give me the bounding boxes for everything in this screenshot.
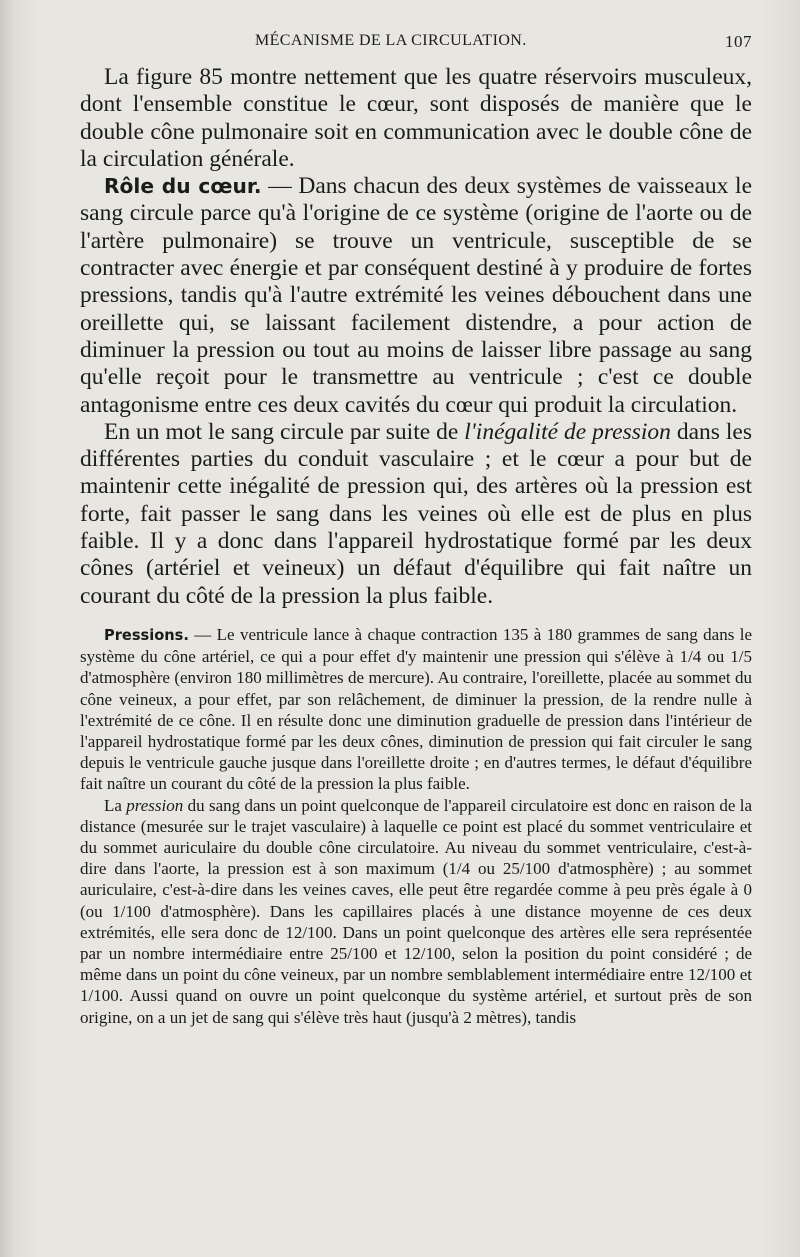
paragraph-text: — Le ventricule lance à chaque contraction 135 à 180 grammes de sang dans le système du cône artériel, ce qui a pour effet d'y maintenir une pression qui s'élève à 1/4 ou 1/5 d'atmosphère (environ 180 millimètres de mercure). Au contraire, l'oreillette, placée au sommet du cône veineux, a pour effet, par son relâchement, de diminuer la pression, de la rendre nulle à l'extrémité de ce cône. Il en résulte donc une diminution graduelle de pression dans l'intérieur de l'appareil hydrostatique formé par les deux cônes, diminution de pression qui fait circuler le sang depuis le ventricule gauche jusque dans l'oreillette droite ; en d'autres termes, le défaut d'équilibre fait naître un courant du côté de la pression la plus faible. [80, 624, 752, 794]
paragraph-text: dans les différentes parties du conduit vasculaire ; et le cœur a pour but de maintenir cette inégalité de pression qui, des artères où la pression est forte, fait passer le sang dans les veines où elle est de plus en plus faible. Il y a donc dans l'appareil hydrostatique formé par les deux cônes (artériel et veineux) un défaut d'équilibre qui fait naître un courant du côté de la pression la plus faible. [80, 418, 752, 609]
paragraph-text: du sang dans un point quelconque de l'appareil circulatoire est donc en raison de la distance (mesurée sur le trajet vasculaire) à laquelle ce point est placé du sommet ventriculaire et du sommet auriculaire du double cône circulatoire. Au niveau du sommet ventriculaire, c'est-à-dire dans l'aorte, la pression est à son maximum (1/4 ou 25/100 d'atmosphère) ; au sommet auriculaire, c'est-à-dire dans les veines caves, elle peut être regardée comme à peu près égale à 0 (ou 1/100 d'atmosphère). Dans les capillaires placés à une distance moyenne de ces deux extrémités, elle sera donc de 12/100. Dans un point quelconque des artères elle sera représentée par un nombre intermédiaire entre 25/100 et 12/100, selon la position du point considéré ; de même dans un point du cône veineux, par un nombre semblablement intermédiaire entre 12/100 et 1/100. Aussi quand on ouvre un point quelconque du système artériel, et surtout près de son origine, on a un jet de sang qui s'élève très haut (jusqu'à 2 mètres), tandis [80, 795, 752, 1027]
paragraph-figure-85 [80, 64, 752, 173]
paragraph-pression-du-sang [80, 795, 752, 1028]
page-number: 107 [725, 32, 752, 51]
page-header [80, 32, 752, 56]
section-heading-role-du-coeur: Rôle du cœur. [104, 174, 262, 199]
main-text [80, 64, 752, 610]
emphasis-pression: pression [126, 795, 184, 815]
paragraph-text: La figure 85 montre nettement que les quatre réservoirs musculeux, dont l'ensemble constitue le cœur, sont disposés de manière que le double cône pulmonaire soit en communication avec le double cône de la circulation générale. [80, 64, 752, 172]
small-print-text [80, 624, 752, 1028]
paragraph-text: — Dans chacun des deux systèmes de vaisseaux le sang circule parce qu'à l'origine de ce système (origine de l'aorte ou de l'artère pulmonaire) se trouve un ventricule, susceptible de se contracter avec énergie et par conséquent destiné à y produire de fortes pressions, tandis qu'à l'autre extrémité les veines débouchent dans une oreillette qui, se laissant facilement distendre, a pour action de diminuer la pression ou tout au moins de laisser libre passage au sang qu'elle reçoit pour le transmettre au ventricule ; c'est ce double antagonisme entre ces deux cavités du cœur qui produit la circulation. [80, 173, 753, 418]
paragraph-text: En un mot le sang circule par suite de [104, 418, 465, 445]
running-head: MÉCANISME DE LA CIRCULATION. [255, 32, 527, 49]
paragraph-text: La [104, 795, 127, 815]
paragraph-role-du-coeur [80, 173, 752, 419]
section-heading-pressions: Pressions. [104, 626, 189, 644]
paragraph-pressions [80, 624, 752, 795]
paragraph-inegalite [80, 419, 752, 610]
emphasis-inegalite: l'inégalité de pression [464, 418, 671, 445]
